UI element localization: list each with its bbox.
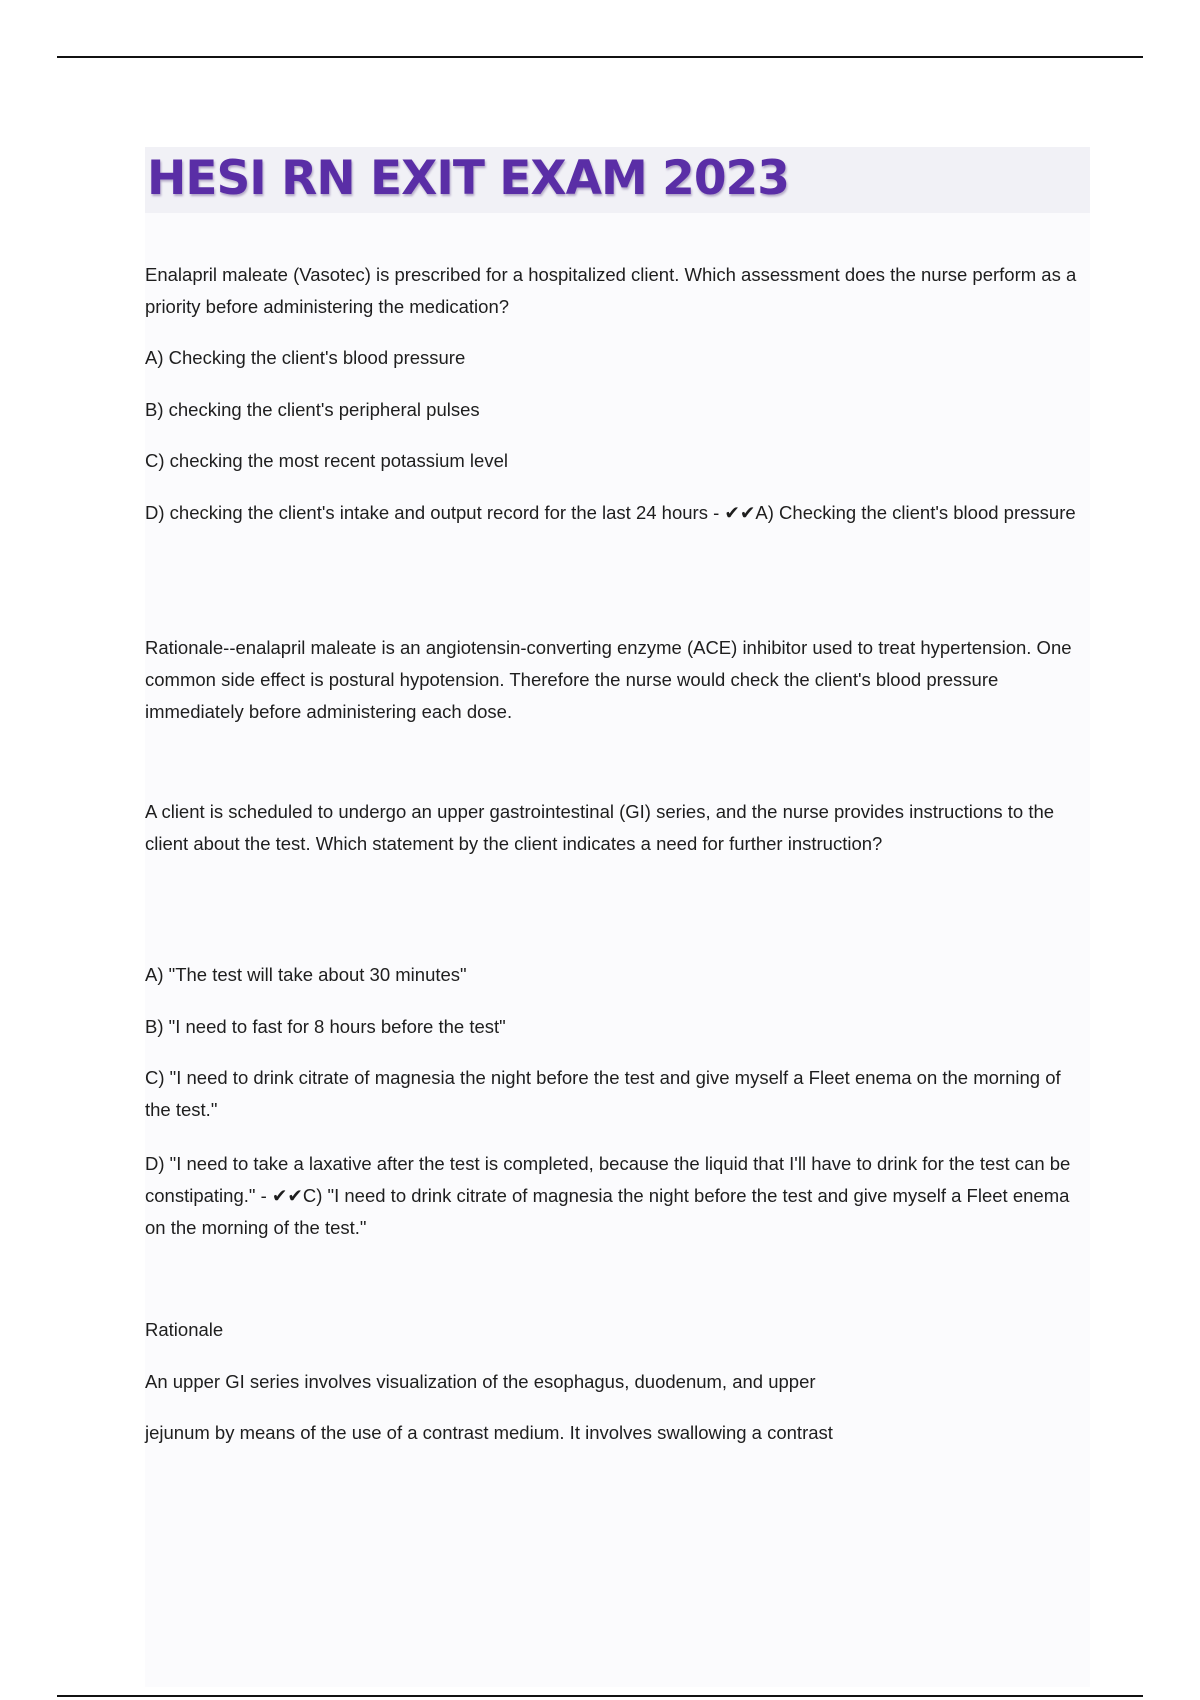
document-title: HESI RN EXIT EXAM 2023 [147,151,789,206]
bottom-rule [57,1695,1143,1697]
page-content [145,147,1090,1687]
question-2-option-c: C) "I need to drink citrate of magnesia the night before the test and give myself a Fleet enema on the morning of the test." [145,1067,1061,1120]
question-1-option-d-answer: D) checking the client's intake and output record for the last 24 hours - ✔✔A) Checking the client's blood pressure [145,502,1076,523]
question-2-rationale-line-1: An upper GI series involves visualization of the esophagus, duodenum, and upper [145,1371,816,1392]
question-2-option-b: B) "I need to fast for 8 hours before the test" [145,1016,506,1037]
question-2-option-a: A) "The test will take about 30 minutes" [145,964,467,985]
question-2-option-d-answer: D) "I need to take a laxative after the test is completed, because the liquid that I'll have to drink for the test can be constipating." - ✔✔C) "I need to drink citrate of magnesia the night before the test and give myself a Fleet enema on the morning of the test." [145,1153,1071,1238]
top-rule [57,56,1143,58]
question-2-stem: A client is scheduled to undergo an upper gastrointestinal (GI) series, and the nurse provides instructions to the client about the test. Which statement by the client indicates a need for further instruction? [145,801,1055,854]
question-1-stem: Enalapril maleate (Vasotec) is prescribed for a hospitalized client. Which assessment does the nurse perform as a priority before administering the medication? [145,264,1077,317]
question-2-rationale-heading: Rationale [145,1319,224,1340]
question-1-rationale: Rationale--enalapril maleate is an angiotensin-converting enzyme (ACE) inhibitor used to treat hypertension. One common side effect is postural hypotension. Therefore the nurse would check the client's blood pressure immediately before administering each dose. [145,637,1072,722]
question-2-rationale-line-2: jejunum by means of the use of a contrast medium. It involves swallowing a contrast [145,1422,833,1443]
title-banner [145,147,1090,213]
question-1-option-a: A) Checking the client's blood pressure [145,347,466,368]
question-1-option-c: C) checking the most recent potassium level [145,450,508,471]
question-1-option-b: B) checking the client's peripheral pulses [145,399,480,420]
